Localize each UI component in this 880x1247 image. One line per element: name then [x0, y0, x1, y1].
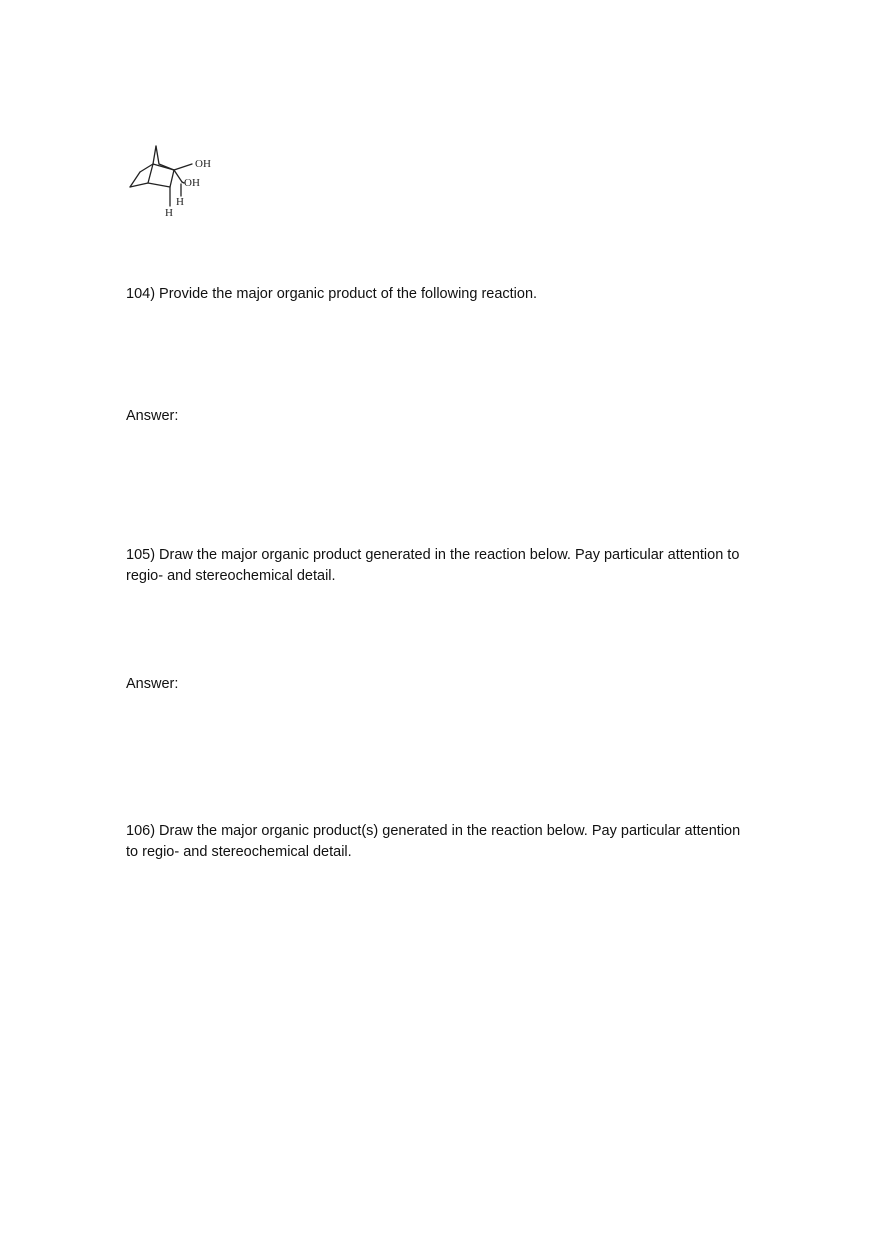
label-h-2: H [165, 207, 173, 219]
label-h-1: H [176, 196, 184, 208]
bond-bridge-left [153, 146, 156, 164]
question-105: 105) Draw the major organic product generated in the reaction below. Pay particular attention to regio- and stereochemical detail. [126, 547, 740, 584]
answer-label-104: Answer: [126, 408, 179, 424]
question-104: 104) Provide the major organic product of the following reaction. [126, 286, 538, 302]
label-oh-1: OH [195, 158, 211, 170]
bond-oh-2 [174, 170, 182, 182]
bond-ring-6 [170, 170, 174, 187]
norbornane-diol-structure [126, 140, 218, 220]
question-106: 106) Draw the major organic product(s) generated in the reaction below. Pay particular attention to regio- and stereochemical detail. [126, 823, 741, 860]
bond-oh-1 [174, 164, 192, 170]
bond-ring-7 [148, 183, 170, 187]
label-oh-2: OH [184, 177, 200, 189]
chemical-structure-drawing [126, 140, 218, 220]
answer-label-105: Answer: [126, 676, 179, 692]
bond-bridge-right [156, 146, 159, 164]
